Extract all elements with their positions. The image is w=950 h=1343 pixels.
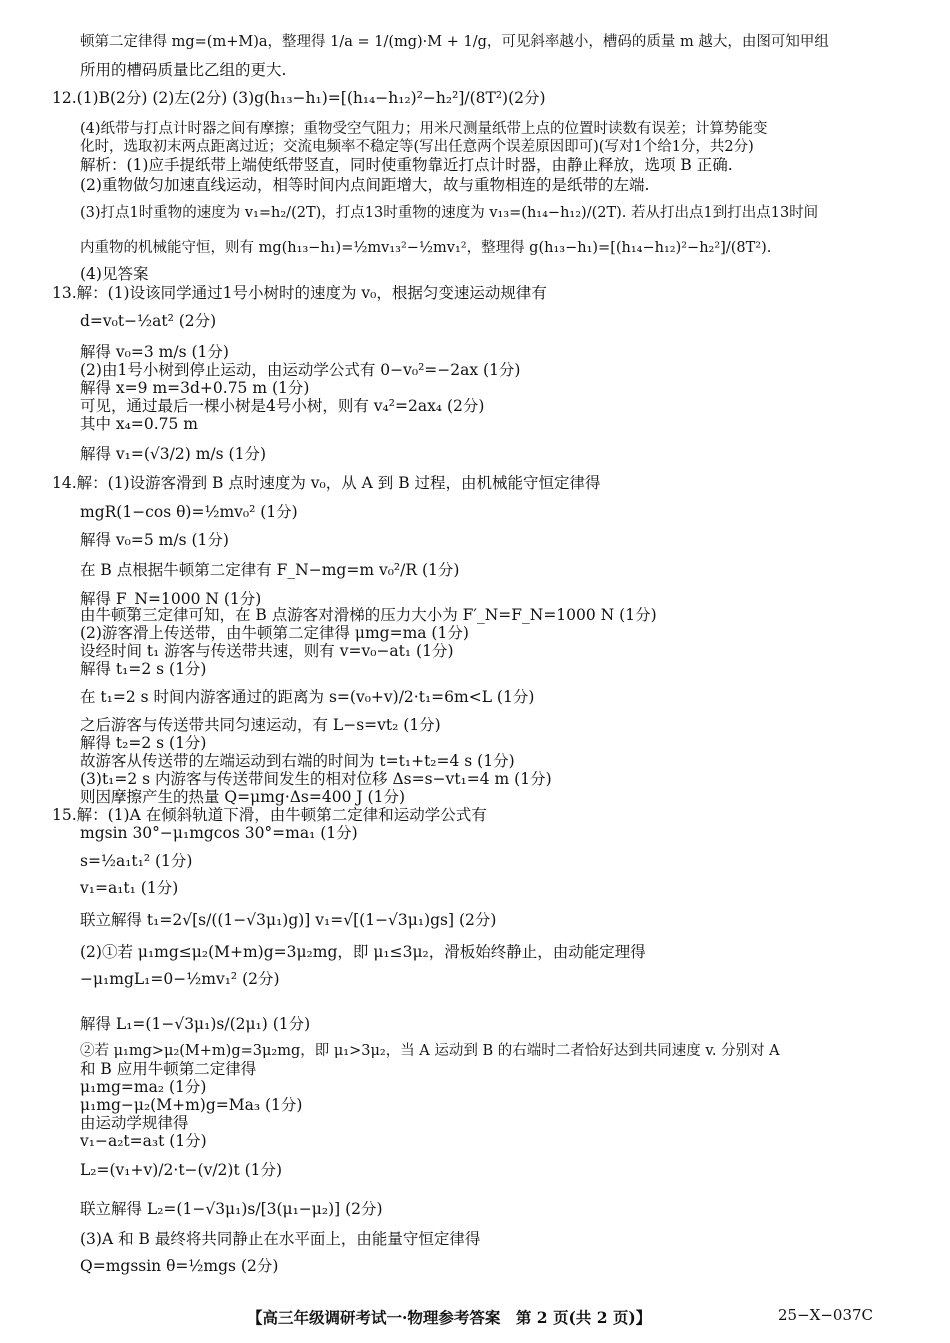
page-footer (0, 1306, 950, 1330)
text-line: (2)游客滑上传送带，由牛顿第二定律得 μmg=ma (1分) (80, 624, 469, 642)
text-line: d=v₀t−½at² (2分) (80, 312, 217, 330)
text-line: 内重物的机械能守恒，则有 mg(h₁₃−h₁)=½mv₁₃²−½mv₁²，整理得 g(h₁₃−h₁)=[(h₁₄−h₁₂)²−h₂²]/(8T²). (80, 240, 772, 256)
text-line: v₁=a₁t₁ (1分) (80, 879, 179, 897)
text-line: 在 t₁=2 s 时间内游客通过的距离为 s=(v₀+v)/2·t₁=6m<L (1分) (80, 688, 535, 706)
text-line: (3)A 和 B 最终将共同静止在水平面上，由能量守恒定律得 (80, 1230, 481, 1248)
text-line: 15.解：(1)A 在倾斜轨道下滑，由牛顿第二定律和运动学公式有 (52, 806, 487, 824)
text-line: 14.解：(1)设游客滑到 B 点时速度为 v₀，从 A 到 B 过程，由机械能守恒定律得 (52, 474, 601, 492)
text-line: 故游客从传送带的左端运动到右端的时间为 t=t₁+t₂=4 s (1分) (80, 752, 515, 770)
text-line: 在 B 点根据牛顿第二定律有 F_N−mg=m v₀²/R (1分) (80, 561, 460, 579)
text-line: 联立解得 L₂=(1−√3μ₁)s/[3(μ₁−μ₂)] (2分) (80, 1200, 383, 1218)
text-line: 联立解得 t₁=2√[s/((1−√3μ₁)g)] v₁=√[(1−√3μ₁)gs] (2分) (80, 911, 497, 929)
text-line: 之后游客与传送带共同匀速运动，有 L−s=vt₂ (1分) (80, 716, 441, 734)
text-line: μ₁mg=ma₂ (1分) (80, 1078, 207, 1096)
text-line: L₂=(v₁+v)/2·t−(v/2)t (1分) (80, 1161, 283, 1179)
text-line: (2)①若 μ₁mg≤μ₂(M+m)g=3μ₂mg，即 μ₁≤3μ₂，滑板始终静止，由动能定理得 (80, 943, 646, 961)
text-line: 解得 v₀=3 m/s (1分) (80, 343, 229, 361)
text-line: 和 B 应用牛顿第二定律得 (80, 1060, 257, 1078)
text-line: −μ₁mgL₁=0−½mv₁² (2分) (80, 970, 280, 988)
text-line: s=½a₁t₁² (1分) (80, 852, 193, 870)
text-line: Q=mgssin θ=½mgs (2分) (80, 1257, 279, 1275)
text-line: (2)由1号小树到停止运动，由运动学公式有 0−v₀²=−2ax (1分) (80, 361, 521, 379)
text-line: 由运动学规律得 (80, 1114, 189, 1132)
text-line: 解得 t₂=2 s (1分) (80, 734, 207, 752)
text-line: ②若 μ₁mg>μ₂(M+m)g=3μ₂mg，即 μ₁>3μ₂，当 A 运动到 B 的右端时二者恰好达到共同速度 v. 分别对 A (80, 1043, 780, 1059)
text-line: 顿第二定律得 mg=(m+M)a，整理得 1/a = 1/(mg)·M + 1/g，可见斜率越小，槽码的质量 m 越大，由图可知甲组 (80, 34, 829, 50)
text-line: 13.解：(1)设该同学通过1号小树时的速度为 v₀，根据匀变速运动规律有 (52, 284, 547, 302)
text-line: 解得 v₀=5 m/s (1分) (80, 531, 229, 549)
text-line: (2)重物做匀加速直线运动，相等时间内点间距增大，故与重物相连的是纸带的左端. (80, 176, 650, 194)
text-line: μ₁mg−μ₂(M+m)g=Ma₃ (1分) (80, 1096, 303, 1114)
footer-title: 【高三年级调研考试一·物理参考答案 第 2 页(共 2 页)】 (247, 1308, 652, 1327)
text-line: 其中 x₄=0.75 m (80, 415, 199, 433)
text-line: 化时，选取初末两点距离过近；交流电频率不稳定等(写出任意两个误差原因即可)(写对1个给1分，共2分) (80, 139, 754, 155)
text-line: mgR(1−cos θ)=½mv₀² (1分) (80, 503, 298, 521)
text-line: 解得 x=9 m=3d+0.75 m (1分) (80, 379, 310, 397)
text-line: 所用的槽码质量比乙组的更大. (80, 61, 287, 79)
text-line: 解得 L₁=(1−√3μ₁)s/(2μ₁) (1分) (80, 1015, 311, 1033)
text-line: (4)见答案 (80, 265, 149, 283)
text-line: (4)纸带与打点计时器之间有摩擦；重物受空气阻力；用米尺测量纸带上点的位置时读数有误差；计算势能变 (80, 121, 768, 137)
text-line: (3)t₁=2 s 内游客与传送带间发生的相对位移 Δs=s−vt₁=4 m (1分) (80, 770, 552, 788)
text-line: 设经时间 t₁ 游客与传送带共速，则有 v=v₀−at₁ (1分) (80, 642, 454, 660)
text-line: 解得 F_N=1000 N (1分) (80, 590, 262, 608)
text-line: 由牛顿第三定律可知，在 B 点游客对滑梯的压力大小为 F′_N=F_N=1000 N (1分) (80, 606, 657, 624)
text-line: 解析：(1)应手提纸带上端使纸带竖直，同时使重物靠近打点计时器，由静止释放，选项 B 正确. (80, 156, 733, 174)
text-line: 12.(1)B(2分) (2)左(2分) (3)g(h₁₃−h₁)=[(h₁₄−h₁₂)²−h₂²]/(8T²)(2分) (52, 89, 546, 107)
text-line: mgsin 30°−μ₁mgcos 30°=ma₁ (1分) (80, 824, 358, 842)
text-line: (3)打点1时重物的速度为 v₁=h₂/(2T)，打点13时重物的速度为 v₁₃=(h₁₄−h₁₂)/(2T). 若从打出点1到打出点13时间 (80, 205, 819, 221)
paper-code: 25−X−037C (778, 1306, 874, 1324)
text-line: 解得 v₁=(√3/2) m/s (1分) (80, 445, 266, 463)
text-line: 可见，通过最后一棵小树是4号小树，则有 v₄²=2ax₄ (2分) (80, 397, 485, 415)
text-line: v₁−a₂t=a₃t (1分) (80, 1132, 207, 1150)
text-line: 则因摩擦产生的热量 Q=μmg·Δs=400 J (1分) (80, 788, 405, 806)
text-line: 解得 t₁=2 s (1分) (80, 660, 207, 678)
